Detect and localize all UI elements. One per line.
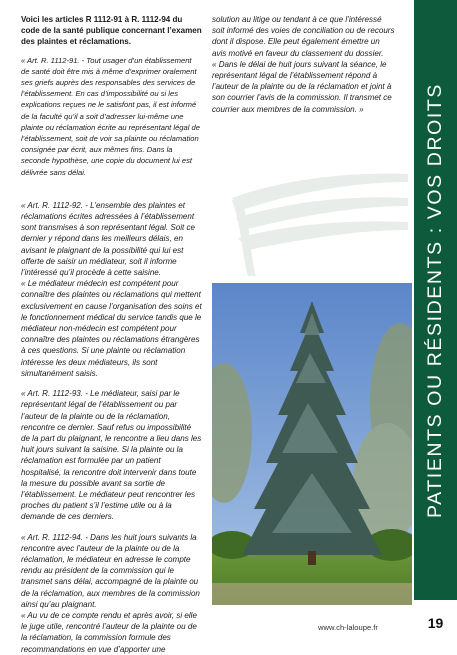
decorative-swoosh <box>212 168 412 278</box>
article-r1112-94: « Art. R. 1112-94. - Dans les huit jours suivants la rencontre avec l’auteur de la plainte ou de la réclamation, le médiateur en adresse le compte rendu au président de la commission qui le transmet sans délai, accompagné de la plainte ou de la réclamation, aux membres de la commission ainsi qu’au plaignant. <box>21 532 200 609</box>
left-column <box>21 14 202 655</box>
right-column <box>212 14 395 115</box>
tree-trunk <box>308 551 316 565</box>
tree-photo <box>212 283 412 605</box>
paragraph-mediateur-competence: « Le médiateur médecin est compétent pour connaître des plaintes ou réclamations qui mettent exclusivement en cause l’organisation des soins et le fonctionnement médical du service tandis que le médiateur non-médecin est compétent pour connaître des plaintes ou réclamations étrangères à ces questions. Si une plainte ou réclamation intéresse les deux médiateurs, ils sont simultanément saisis. <box>21 279 202 378</box>
paragraph-solution-litige: solution au litige ou tendant à ce que l’intéressé soit informé des voies de conciliation ou de recours dont il dispose. Elle peut également émettre un avis motivé en faveur du classement du dossier. <box>212 15 395 58</box>
section-heading: Voici les articles R 1112-91 à R. 1112-94 du code de la santé publique concernant l’examen des plaintes et réclamations. <box>21 15 202 47</box>
swoosh-band-bottom <box>238 221 408 250</box>
article-r1112-92: « Art. R. 1112-92. - L’ensemble des plaintes et réclamations écrites adressées à l’établissement sont transmises à son représentant légal. Soit ce dernier y répond dans les meilleurs délais, en avisant le plaignant de la possibilité qui lui est offerte de saisir un médiateur, soit il informe l’intéressé qu’il procède à cette saisine. <box>21 200 195 278</box>
article-r1112-93: « Art. R. 1112-93. - Le médiateur, saisi par le représentant légal de l’établissement ou par l’auteur de la plainte ou de la réclamation, rencontre ce dernier. Sauf refus ou impossibilité de la part du plaignant, le rencontre a lieu dans les huit jours suivant la saisine. Si la plainte ou la réclamation est formulée par un patient hospitalisé, la rencontre doit intervenir dans toute la mesure du possible avant sa sortie de l’établissement. Le médiateur peut rencontrer les proches du patient s’il l’estime utile ou à la demande de ces derniers. <box>21 389 202 522</box>
page-number: 19 <box>427 615 444 631</box>
article-r1112-91: « Art. R. 1112-91. - Tout usager d’un établissement de santé doit être mis à même d’exprimer oralement ses griefs auprès des responsables des services de l’établissement. En cas d’impossibilité ou si les explications reçues ne le satisfont pas, il est informé de la faculté qu’il a soit d’adresser lui-même une plainte ou réclamation écrite au représentant légal de l’établissement, soit de voir sa plainte ou réclamation consignée par écrit, aux mêmes fins. Dans la seconde hypothèse, une copie du document lui est délivrée sans délai. <box>21 55 200 177</box>
sidebar-title-wrap <box>414 0 457 600</box>
paragraph-commission-recommandations: « Au vu de ce compte rendu et après avoir, si elle le juge utile, rencontré l’auteur de la plainte ou de la réclamation, la commission formule des recommandations en vue d’apporter une <box>21 610 197 654</box>
sidebar-title: PATIENTS OU RÉSIDENTS : VOS DROITS <box>424 82 446 518</box>
path <box>212 583 412 605</box>
footer-url: www.ch-laloupe.fr <box>318 623 378 632</box>
paragraph-delai-reponse: « Dans le délai de huit jours suivant la séance, le représentant légal de l’établissement répond à l’auteur de la plainte ou de la réclamation et joint à son courrier l’avis de la commission. Il transmet ce courrier aux membres de la commission. » <box>212 59 392 114</box>
